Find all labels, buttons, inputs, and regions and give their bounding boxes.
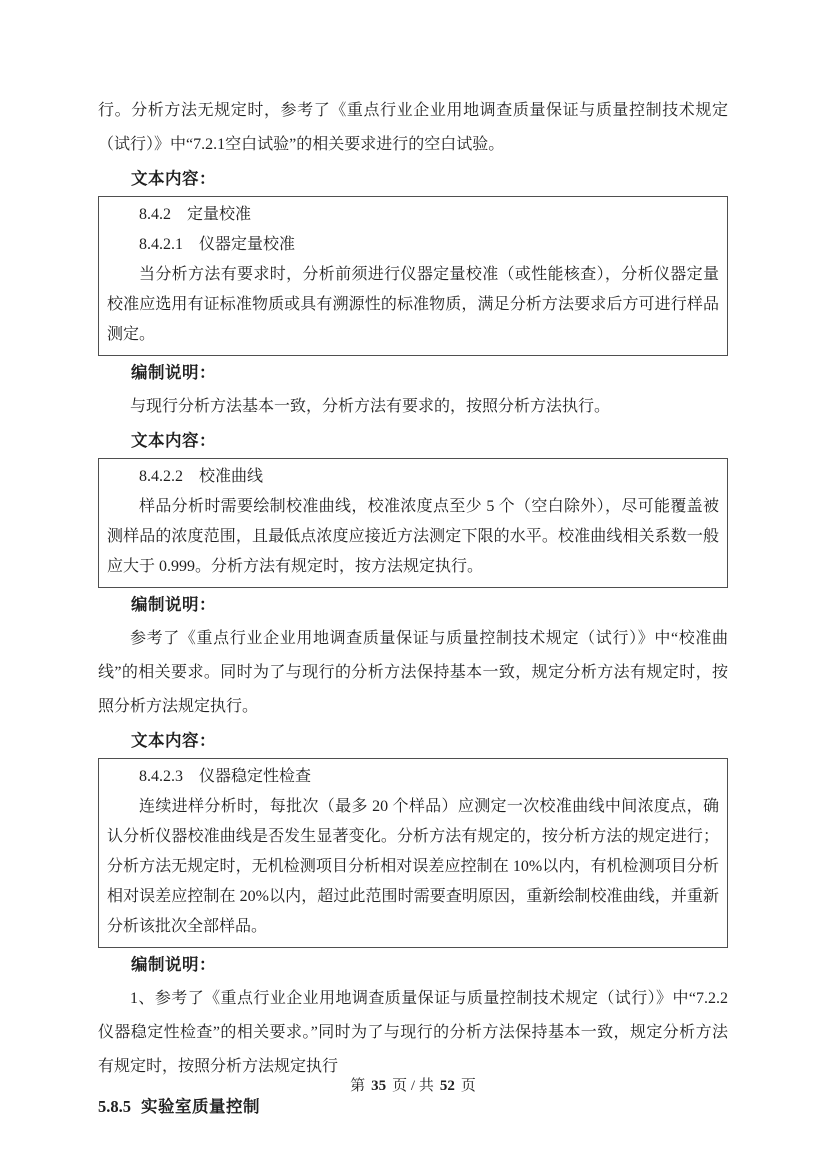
note-label-2: 编制说明：: [131, 596, 216, 614]
footer-infix: 页 / 共: [392, 1078, 434, 1094]
note-label-3: 编制说明：: [131, 956, 216, 974]
document-page: [98, 94, 728, 1124]
box-paragraph-3: 连续进样分析时，每批次（最多 20 个样品）应测定一次校准曲线中间浓度点，确认分析仪器校准曲线是否发生显著变化。分析方法有规定的，按分析方法的规定进行；分析方法无规定时，无机检测项目分析相对误差应控制在 10%以内，有机检测项目分析相对误差应控制在 20%以内，超过此范围时需要查明原因，重新绘制校准曲线，并重新分析该批次全部样品。: [107, 798, 719, 935]
footer-prefix: 第: [350, 1078, 366, 1094]
text-content-label-2: 文本内容：: [131, 432, 216, 450]
content-box-8-4-2-3: [98, 758, 728, 948]
box-paragraph-2: 样品分析时需要绘制校准曲线，校准浓度点至少 5 个（空白除外），尽可能覆盖被测样品的浓度范围，且最低点浓度应接近方法测定下限的水平。校准曲线相关系数一般应大于 0.999。分析方法有规定时，按方法规定执行。: [107, 498, 719, 575]
footer-suffix: 页: [460, 1078, 476, 1094]
footer-total-pages: 52: [439, 1078, 455, 1094]
text-content-label-3: 文本内容：: [131, 732, 216, 750]
box-heading-8-4-2-3: 8.4.2.3 仪器稳定性检查: [139, 768, 312, 785]
box-heading-8-4-2-1: 8.4.2.1 仪器定量校准: [139, 236, 296, 253]
content-box-8-4-2-2: [98, 458, 728, 588]
box-paragraph-1: 当分析方法有要求时，分析前须进行仪器定量校准（或性能核查），分析仪器定量校准应选用有证标准物质或具有溯源性的标准物质，满足分析方法要求后方可进行样品测定。: [107, 266, 719, 343]
note-paragraph-3: 1、参考了《重点行业企业用地调查质量保证与质量控制技术规定（试行）》中“7.2.2仪器稳定性检查”的相关要求。”同时为了与现行的分析方法保持基本一致，规定分析方法有规定时，按照分析方法规定执行: [98, 990, 728, 1075]
intro-paragraph: 行。分析方法无规定时，参考了《重点行业企业用地调查质量保证与质量控制技术规定（试行）》中“7.2.1空白试验”的相关要求进行的空白试验。: [98, 102, 728, 153]
content-box-8-4-2: [98, 196, 728, 356]
footer-page-number: 35: [371, 1078, 387, 1094]
note-paragraph-1: 与现行分析方法基本一致，分析方法有要求的，按照分析方法执行。: [130, 398, 611, 415]
note-paragraph-2: 参考了《重点行业企业用地调查质量保证与质量控制技术规定（试行）》中“校准曲线”的相关要求。同时为了与现行的分析方法保持基本一致，规定分析方法有规定时，按照分析方法规定执行。: [98, 630, 728, 715]
box-heading-8-4-2-2: 8.4.2.2 校准曲线: [139, 468, 264, 485]
page-footer: [0, 1076, 826, 1096]
note-label-1: 编制说明：: [131, 364, 216, 382]
box-heading-8-4-2: 8.4.2 定量校准: [139, 206, 252, 223]
section-number: 5.8.5: [98, 1097, 131, 1116]
section-title: 实验室质量控制: [141, 1098, 260, 1116]
text-content-label-1: 文本内容：: [131, 170, 216, 188]
